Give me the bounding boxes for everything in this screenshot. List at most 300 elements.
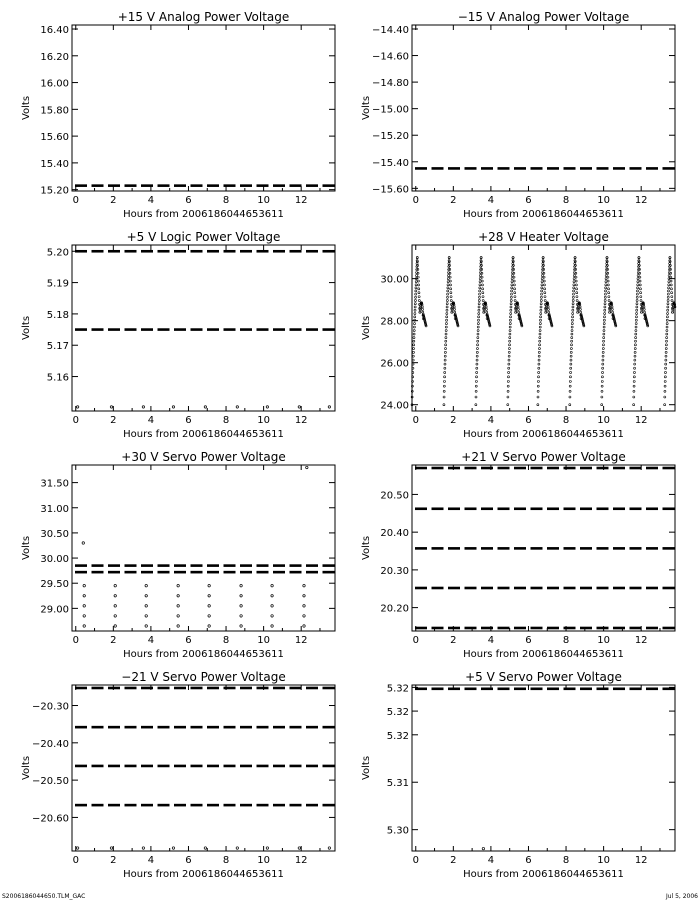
y-tick-label: −15.60: [371, 184, 409, 196]
data-dash: [465, 167, 477, 170]
data-dash: [481, 627, 493, 630]
y-axis-label: Volts: [361, 535, 372, 561]
data-dash: [257, 250, 269, 253]
chart-title: +28 V Heater Voltage: [478, 230, 609, 244]
data-point: [415, 284, 417, 286]
data-point: [572, 309, 574, 311]
data-dash: [597, 547, 609, 550]
data-point: [443, 404, 445, 406]
data-point: [575, 272, 577, 274]
data-dash: [108, 250, 120, 253]
data-point: [446, 306, 448, 308]
data-dash: [207, 765, 219, 768]
data-point: [667, 303, 669, 305]
data-dash: [240, 328, 252, 331]
data-dash: [257, 564, 269, 567]
data-point: [576, 292, 578, 294]
data-point: [633, 385, 635, 387]
data-point: [478, 299, 480, 301]
data-dash: [498, 547, 510, 550]
data-point: [479, 278, 481, 280]
data-point: [512, 257, 514, 259]
data-dash: [306, 250, 318, 253]
data-dash: [547, 687, 559, 690]
data-dash: [514, 507, 526, 510]
data-dash: [448, 467, 460, 470]
data-point: [509, 337, 511, 339]
plot-frame: [72, 465, 335, 631]
data-dash: [415, 467, 427, 470]
data-point: [412, 363, 414, 365]
data-point: [541, 293, 543, 295]
data-point: [509, 344, 511, 346]
data-point: [417, 264, 419, 266]
data-dash: [514, 627, 526, 630]
data-point: [548, 311, 550, 313]
data-point: [481, 276, 483, 278]
data-point: [509, 340, 511, 342]
data-dash: [75, 184, 87, 187]
y-tick-label: 5.17: [46, 341, 69, 353]
x-axis-label: Hours from 2006186044653611: [463, 869, 624, 880]
data-dash: [564, 167, 576, 170]
data-point: [413, 323, 415, 325]
data-point: [667, 299, 669, 301]
data-point: [450, 300, 452, 302]
y-tick-label: 29.50: [40, 579, 69, 591]
data-point: [633, 380, 635, 382]
data-dash: [240, 726, 252, 729]
data-point: [609, 309, 611, 311]
x-tick-label: 2: [450, 855, 457, 866]
data-point: [601, 390, 603, 392]
data-dash: [125, 328, 137, 331]
data-point: [636, 309, 638, 311]
data-point: [541, 278, 543, 280]
data-point: [667, 309, 669, 311]
data-point: [479, 284, 481, 286]
data-point: [476, 359, 478, 361]
y-tick-label: 15.20: [40, 185, 69, 197]
data-dash: [174, 804, 186, 807]
data-dash: [141, 250, 153, 253]
data-dash: [207, 687, 219, 690]
data-dash: [663, 507, 675, 510]
data-point: [518, 311, 520, 313]
data-dash: [141, 765, 153, 768]
data-point: [145, 595, 147, 597]
data-point: [271, 595, 273, 597]
chart-panel-8: [361, 670, 675, 880]
data-point: [508, 367, 510, 369]
data-dash: [273, 571, 285, 574]
data-dash: [465, 687, 477, 690]
data-dash: [547, 587, 559, 590]
data-dash: [613, 507, 625, 510]
chart-title: +21 V Servo Power Voltage: [461, 450, 626, 464]
data-point: [543, 280, 545, 282]
data-dash: [630, 627, 642, 630]
data-dash: [207, 564, 219, 567]
y-tick-label: 30.50: [40, 528, 69, 540]
data-dash: [174, 184, 186, 187]
data-point: [482, 288, 484, 290]
data-point: [449, 264, 451, 266]
data-point: [454, 311, 456, 313]
data-point: [604, 306, 606, 308]
data-point: [475, 380, 477, 382]
data-dash: [158, 328, 170, 331]
data-point: [418, 292, 420, 294]
data-dash: [290, 765, 302, 768]
data-dash: [323, 328, 335, 331]
data-point: [479, 293, 481, 295]
data-dash: [448, 687, 460, 690]
data-point: [665, 344, 667, 346]
data-dash: [630, 507, 642, 510]
data-point: [641, 311, 643, 313]
data-point: [303, 595, 305, 597]
data-point: [541, 290, 543, 292]
data-dash: [257, 571, 269, 574]
data-point: [571, 344, 573, 346]
data-point: [412, 351, 414, 353]
data-point: [537, 380, 539, 382]
data-dash: [240, 564, 252, 567]
data-point: [445, 344, 447, 346]
data-point: [145, 605, 147, 607]
data-point: [477, 337, 479, 339]
data-point: [513, 280, 515, 282]
data-dash: [465, 547, 477, 550]
data-dash: [432, 547, 444, 550]
data-point: [637, 275, 639, 277]
data-point: [602, 344, 604, 346]
data-point: [447, 290, 449, 292]
data-series: [415, 467, 675, 630]
data-point: [412, 376, 414, 378]
data-point: [633, 376, 635, 378]
data-point: [476, 348, 478, 350]
data-point: [477, 330, 479, 332]
data-point: [635, 337, 637, 339]
data-dash: [498, 467, 510, 470]
data-dash: [663, 587, 675, 590]
data-point: [607, 280, 609, 282]
data-dash: [306, 571, 318, 574]
data-point: [666, 323, 668, 325]
data-point: [177, 625, 179, 627]
data-point: [635, 333, 637, 335]
data-point: [451, 309, 453, 311]
data-dash: [125, 687, 137, 690]
data-dash: [415, 167, 427, 170]
data-point: [510, 313, 512, 315]
data-point: [575, 280, 577, 282]
data-dash: [646, 687, 658, 690]
data-point: [537, 390, 539, 392]
x-tick-label: 6: [525, 415, 532, 426]
data-point: [208, 585, 210, 587]
data-dash: [207, 726, 219, 729]
x-tick-label: 4: [147, 855, 155, 866]
data-dash: [514, 467, 526, 470]
data-dash: [531, 467, 543, 470]
data-point: [665, 359, 667, 361]
data-dash: [92, 328, 104, 331]
data-point: [604, 303, 606, 305]
data-point: [605, 284, 607, 286]
data-point: [418, 288, 420, 290]
data-point: [643, 306, 645, 308]
data-point: [540, 313, 542, 315]
data-dash: [158, 564, 170, 567]
data-point: [541, 275, 543, 277]
data-point: [667, 313, 669, 315]
data-dash: [141, 328, 153, 331]
data-dash: [257, 804, 269, 807]
data-point: [666, 337, 668, 339]
data-dash: [514, 587, 526, 590]
data-point: [478, 313, 480, 315]
data-dash: [273, 726, 285, 729]
data-point: [508, 351, 510, 353]
data-dash: [498, 687, 510, 690]
data-point: [544, 288, 546, 290]
data-point: [569, 396, 571, 398]
y-tick-label: 15.40: [40, 158, 69, 170]
data-dash: [224, 571, 236, 574]
y-tick-label: 28.00: [380, 316, 409, 328]
data-point: [545, 311, 547, 313]
data-dash: [613, 467, 625, 470]
data-point: [635, 323, 637, 325]
data-dash: [630, 467, 642, 470]
data-point: [637, 284, 639, 286]
y-tick-label: −15.40: [371, 157, 409, 169]
data-point: [208, 615, 210, 617]
data-point: [576, 296, 578, 298]
y-tick-label: 16.40: [40, 25, 69, 37]
y-tick-label: −20.40: [31, 738, 69, 750]
data-point: [670, 288, 672, 290]
data-point: [204, 406, 206, 408]
data-dash: [240, 687, 252, 690]
data-point: [240, 605, 242, 607]
y-axis-label: Volts: [361, 95, 372, 121]
data-dash: [92, 687, 104, 690]
data-point: [665, 351, 667, 353]
data-series: [75, 250, 335, 408]
data-dash: [125, 571, 137, 574]
data-point: [422, 311, 424, 313]
data-point: [298, 406, 300, 408]
data-point: [573, 284, 575, 286]
data-point: [539, 330, 541, 332]
data-point: [641, 309, 643, 311]
data-point: [306, 466, 308, 468]
data-dash: [75, 571, 87, 574]
data-point: [446, 303, 448, 305]
y-tick-label: 5.18: [46, 309, 69, 321]
x-tick-label: 10: [257, 855, 270, 866]
data-dash: [108, 765, 120, 768]
chart-title: +5 V Servo Power Voltage: [465, 670, 622, 684]
y-tick-label: 5.16: [46, 372, 69, 384]
data-point: [547, 308, 549, 310]
data-point: [507, 380, 509, 382]
data-point: [665, 367, 667, 369]
data-point: [636, 306, 638, 308]
data-point: [444, 376, 446, 378]
data-point: [668, 287, 670, 289]
data-series: [75, 466, 335, 627]
x-tick-label: 10: [597, 635, 610, 646]
data-point: [672, 309, 674, 311]
data-dash: [224, 564, 236, 567]
data-dash: [75, 564, 87, 567]
data-point: [412, 371, 414, 373]
data-point: [449, 272, 451, 274]
data-point: [607, 288, 609, 290]
x-tick-label: 8: [222, 635, 230, 646]
data-dash: [597, 507, 609, 510]
data-point: [114, 585, 116, 587]
data-point: [633, 371, 635, 373]
data-point: [667, 296, 669, 298]
x-tick-label: 4: [147, 415, 155, 426]
data-point: [543, 272, 545, 274]
data-dash: [141, 571, 153, 574]
data-point: [576, 300, 578, 302]
data-point: [573, 281, 575, 283]
data-dash: [75, 804, 87, 807]
x-tick-label: 12: [634, 415, 648, 426]
plot-frame: [72, 245, 335, 411]
data-point: [604, 313, 606, 315]
data-point: [514, 300, 516, 302]
data-point: [603, 316, 605, 318]
chart-panel-7: [21, 670, 335, 880]
data-point: [570, 348, 572, 350]
data-point: [539, 344, 541, 346]
data-point: [444, 371, 446, 373]
data-dash: [323, 564, 335, 567]
data-point: [422, 308, 424, 310]
data-point: [443, 396, 445, 398]
data-point: [664, 396, 666, 398]
data-dash: [92, 571, 104, 574]
data-point: [634, 351, 636, 353]
x-tick-label: 8: [222, 415, 230, 426]
data-point: [508, 348, 510, 350]
y-axis-label: Volts: [361, 755, 372, 781]
y-tick-label: 31.00: [40, 503, 69, 515]
data-dash: [432, 627, 444, 630]
data-dash: [75, 765, 87, 768]
data-point: [478, 316, 480, 318]
data-dash: [415, 507, 427, 510]
data-dash: [191, 726, 203, 729]
data-dash: [290, 687, 302, 690]
y-tick-label: 5.20: [46, 247, 69, 259]
data-point: [571, 333, 573, 335]
data-point: [570, 359, 572, 361]
data-point: [547, 306, 549, 308]
data-dash: [273, 687, 285, 690]
data-series: [75, 184, 335, 187]
data-point: [418, 296, 420, 298]
data-dash: [547, 507, 559, 510]
data-point: [634, 367, 636, 369]
data-point: [540, 303, 542, 305]
data-dash: [240, 765, 252, 768]
data-dash: [465, 507, 477, 510]
data-dash: [564, 587, 576, 590]
data-point: [605, 281, 607, 283]
data-dash: [125, 804, 137, 807]
data-point: [571, 337, 573, 339]
data-dash: [224, 184, 236, 187]
data-dash: [481, 587, 493, 590]
data-point: [571, 323, 573, 325]
data-point: [634, 344, 636, 346]
data-dash: [290, 804, 302, 807]
data-point: [447, 275, 449, 277]
plot-frame: [72, 25, 335, 191]
data-point: [510, 306, 512, 308]
data-point: [509, 323, 511, 325]
y-tick-label: −20.30: [31, 701, 69, 713]
data-dash: [663, 687, 675, 690]
data-point: [570, 355, 572, 357]
data-point: [509, 319, 511, 321]
data-point: [303, 585, 305, 587]
data-point: [444, 351, 446, 353]
chart-panel-1: [21, 10, 335, 220]
data-point: [640, 300, 642, 302]
y-tick-label: 5.19: [46, 278, 69, 290]
data-point: [579, 306, 581, 308]
x-tick-label: 6: [525, 855, 532, 866]
data-dash: [514, 547, 526, 550]
data-point: [412, 380, 414, 382]
data-point: [482, 847, 484, 849]
x-axis-label: Hours from 2006186044653611: [463, 429, 624, 440]
data-point: [540, 316, 542, 318]
data-point: [572, 299, 574, 301]
data-point: [450, 284, 452, 286]
data-point: [541, 281, 543, 283]
data-dash: [224, 726, 236, 729]
data-point: [417, 272, 419, 274]
data-dash: [92, 564, 104, 567]
data-series: [415, 167, 675, 170]
data-point: [604, 299, 606, 301]
data-dash: [580, 687, 592, 690]
data-point: [445, 330, 447, 332]
data-point: [668, 275, 670, 277]
data-point: [415, 290, 417, 292]
chart-panel-6: [361, 450, 675, 660]
data-point: [515, 311, 517, 313]
data-point: [540, 309, 542, 311]
data-point: [509, 330, 511, 332]
data-point: [83, 595, 85, 597]
data-point: [266, 847, 268, 849]
x-tick-label: 4: [487, 415, 495, 426]
data-point: [633, 396, 635, 398]
